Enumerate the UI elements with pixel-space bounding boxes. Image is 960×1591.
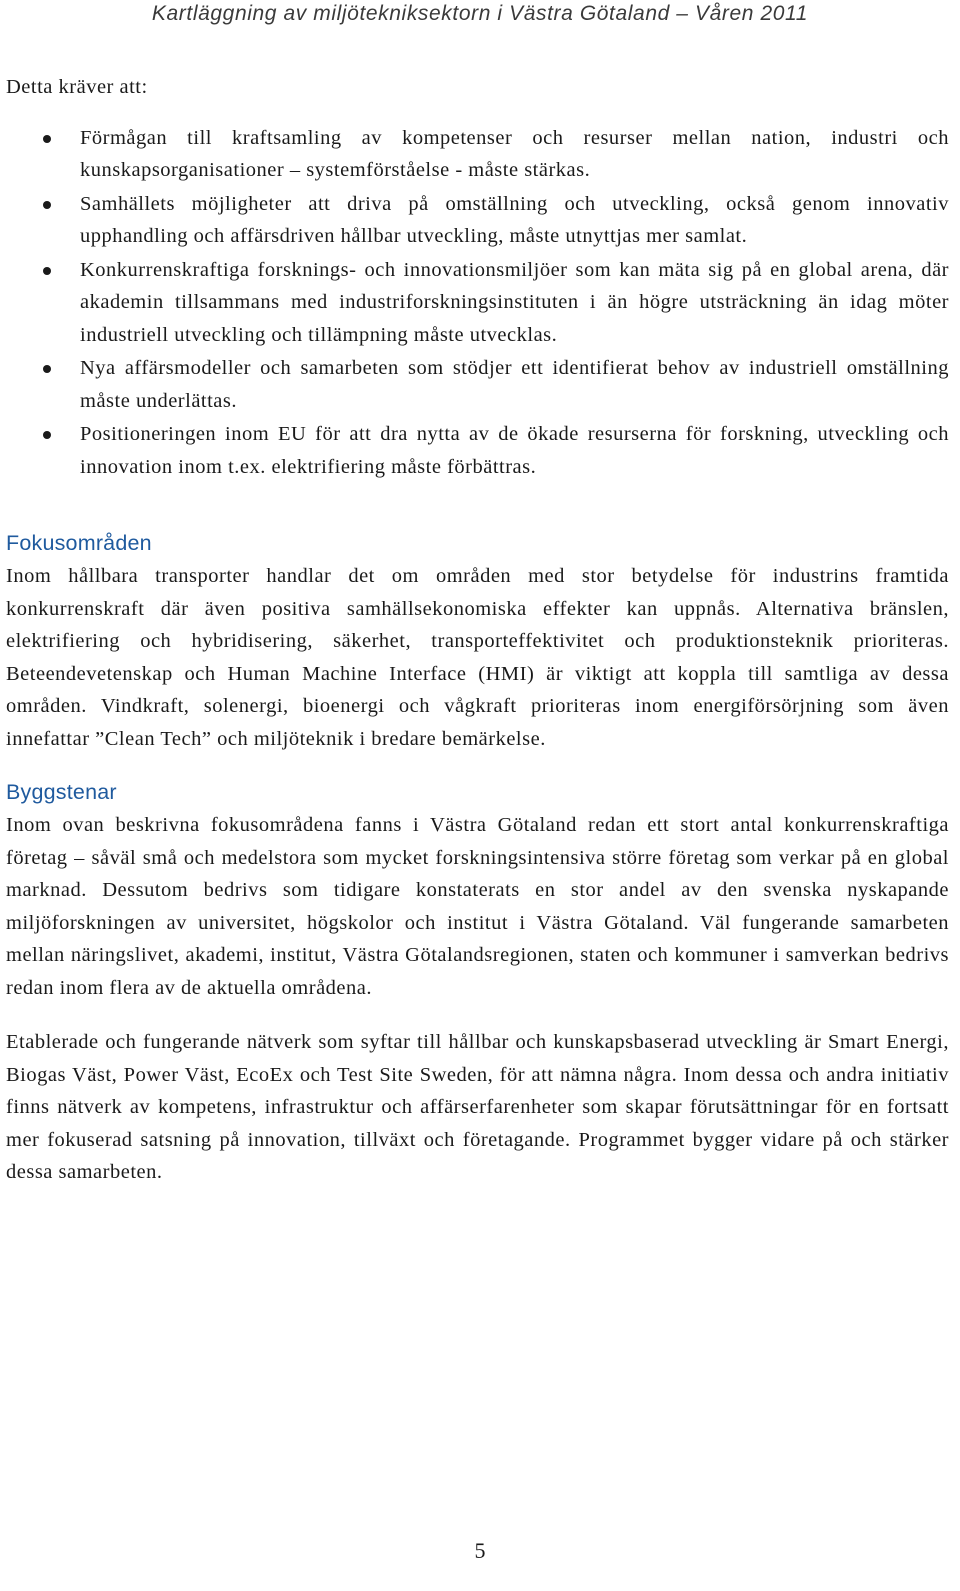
list-item-text: Konkurrenskraftiga forsknings- och innovationsmiljöer som kan mäta sig på en global arena, där akademin tillsammans med industriforskningsinstituten i än högre utsträckning än idag möter industriell utveckling och tillämpning måste utvecklas. <box>80 258 949 346</box>
section-heading-focus-areas: Fokusområden <box>6 531 152 555</box>
requirements-list <box>6 122 949 484</box>
list-item-text: Förmågan till kraftsamling av kompetenser och resurser mellan nation, industri och kunskapsorganisationer – systemförståelse - måste stärkas. <box>80 126 949 181</box>
page-body <box>6 71 949 1189</box>
building-blocks-paragraph-2: Etablerade och fungerande nätverk som syftar till hållbar och kunskapsbaserad utveckling är Smart Energi, Biogas Väst, Power Väst, EcoEx och Test Site Sweden, för att nämna några. Inom dessa och andra initiativ finns nätverk av kompetens, infrastruktur och affärserfarenheter som skapar förutsättningar för en fortsatt mer fokuserad satsning på innovation, tillväxt och företagande. Programmet bygger vidare på och stärker dessa samarbeten. <box>6 1031 949 1183</box>
list-item-text: Samhällets möjligheter att driva på omställning och utveckling, också genom innovativ upphandling och affärsdriven hållbar utveckling, måste utnyttjas mer samlat. <box>80 192 949 247</box>
focus-areas-paragraph: Inom hållbara transporter handlar det om områden med stor betydelse för industrins framtida konkurrenskraft där även positiva samhällsekonomiska effekter kan uppnås. Alternativa bränslen, elektrifiering och hybridisering, säkerhet, transporteffektivitet och produktionsteknik prioriteras. Beteendevetenskap och Human Machine Interface (HMI) är viktigt att koppla till samtliga av dessa områden. Vindkraft, solenergi, bioenergi och vågkraft prioriteras inom energiförsörjning som även innefattar ”Clean Tech” och miljöteknik i bredare bemärkelse. <box>6 565 949 750</box>
list-item-text: Nya affärsmodeller och samarbeten som stödjer ett identifierat behov av industriell omställning måste underlättas. <box>80 357 949 412</box>
page-header: Kartläggning av miljötekniksektorn i Västra Götaland – Våren 2011 <box>151 2 809 25</box>
intro-text: Detta kräver att: <box>6 76 148 98</box>
list-item <box>6 352 949 417</box>
bullet-icon <box>43 201 51 209</box>
list-item <box>6 418 949 483</box>
list-item-text: Positioneringen inom EU för att dra nytta av de ökade resurserna för forskning, utveckling och innovation inom t.ex. elektrifiering måste förbättras. <box>80 423 949 478</box>
list-item <box>6 188 949 253</box>
page-number: 5 <box>474 1538 486 1563</box>
list-item <box>6 122 949 187</box>
bullet-icon <box>43 135 51 143</box>
list-item <box>6 254 949 352</box>
bullet-icon <box>43 365 51 373</box>
section-heading-building-blocks: Byggstenar <box>6 780 117 804</box>
building-blocks-paragraph-1: Inom ovan beskrivna fokusområdena fanns i Västra Götaland redan ett stort antal konkurrenskraftiga företag – såväl små och medelstora som mycket forskningsintensiva större företag som verkar på en global marknad. Dessutom bedrivs som tidigare konstaterats en stor andel av den svenska nyskapande miljöforskningen av universitet, högskolor och institut i Västra Götaland. Väl fungerande samarbeten mellan näringslivet, akademi, institut, Västra Götalandsregionen, staten och kommuner i samverkan bedrivs redan inom flera av de aktuella områdena. <box>6 814 949 999</box>
bullet-icon <box>43 431 51 439</box>
bullet-icon <box>43 267 51 275</box>
